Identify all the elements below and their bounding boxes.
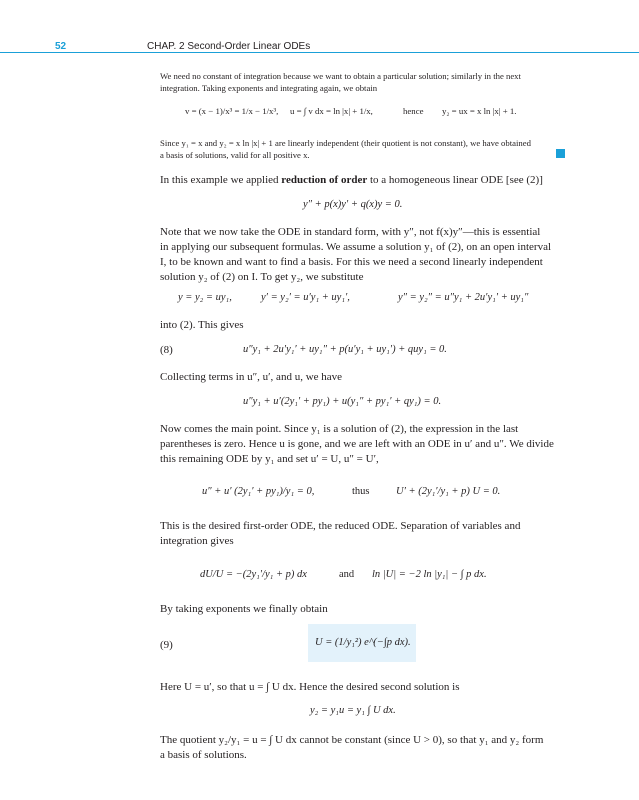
example-para-line: Since y₁ = x and y₂ = x ln |x| + 1 are linearly independent (their quotient is not constant), we have obtained: [160, 138, 531, 148]
equation-collected: u″y₁ + u′(2y₁′ + py₁) + u(y₁″ + py₁′ + qy₁) = 0.: [243, 396, 442, 407]
example-para-line: a basis of solutions, valid for all positive x.: [160, 150, 310, 160]
equation-substitute-2: y′ = y₂′ = u′y₁ + uy₁′,: [261, 292, 350, 303]
equation-reduced-left: u″ + u′ (2y₁′ + py₁)/y₁ = 0,: [202, 486, 315, 497]
equation-separation-right: ln |U| = −2 ln |y₁| − ∫ p dx.: [372, 569, 487, 580]
equation-y2-final: y₂ = y₁u = y₁ ∫ U dx.: [310, 705, 396, 716]
main-point-line: parentheses is zero. Hence u is gone, and we are left with an ODE in u′ and u″. We divide: [160, 438, 554, 450]
header-rule: [0, 52, 639, 53]
equation-9-label: (9): [160, 639, 173, 651]
equation-u: u = ∫ v dx = ln |x| + 1/x,: [290, 106, 373, 116]
note-line: Note that we now take the ODE in standard form, with y″, not f(x)y″—this is essential: [160, 226, 541, 238]
equation-hence: hence: [403, 106, 424, 116]
end-square-icon: [556, 149, 565, 158]
into-text: into (2). This gives: [160, 319, 244, 331]
here-text: Here U = u′, so that u = ∫ U dx. Hence the desired second solution is: [160, 681, 460, 693]
equation-and: and: [339, 569, 355, 580]
quotient-line: The quotient y₂/y₁ = u = ∫ U dx cannot be constant (since U > 0), so that y₁ and y₂ form: [160, 734, 544, 746]
note-line: solution y₂ of (2) on I. To get y₂, we substitute: [160, 271, 364, 283]
equation-ode: y″ + p(x)y′ + q(x)y = 0.: [303, 199, 403, 210]
equation-thus: thus: [352, 486, 370, 497]
desired-line: integration gives: [160, 535, 234, 547]
desired-line: This is the desired first-order ODE, the reduced ODE. Separation of variables and: [160, 520, 521, 532]
equation-reduced-right: U′ + (2y₁′/y₁ + p) U = 0.: [396, 486, 501, 497]
equation-9: U = (1/y₁²) e^(−∫p dx).: [315, 637, 411, 648]
example-para-line: integration. Taking exponents and integrating again, we obtain: [160, 83, 378, 93]
equation-y2-example: y₂ = ux = x ln |x| + 1.: [442, 106, 517, 116]
note-line: in applying our subsequent formulas. We assume a solution y₁ of (2), on an open interval: [160, 241, 552, 253]
quotient-line: a basis of solutions.: [160, 749, 247, 761]
main-point-line: Now comes the main point. Since y₁ is a solution of (2), the expression in the last: [160, 423, 519, 435]
equation-8: u″y₁ + 2u′y₁′ + uy₁″ + p(u′y₁ + uy₁′) + quy₁ = 0.: [243, 344, 447, 355]
collect-text: Collecting terms in u″, u′, and u, we have: [160, 371, 343, 383]
main-point-line: this remaining ODE by y₁ and set u′ = U, u″ = U′,: [160, 453, 379, 465]
page-number: 52: [55, 41, 67, 52]
chapter-title: CHAP. 2 Second-Order Linear ODEs: [147, 41, 311, 52]
intro-paragraph: In this example we applied reduction of order to a homogeneous linear ODE [see (2)]: [160, 174, 543, 186]
exponents-text: By taking exponents we finally obtain: [160, 603, 328, 615]
equation-substitute-3: y″ = y₂″ = u″y₁ + 2u′y₁′ + uy₁″: [398, 292, 529, 303]
equation-8-label: (8): [160, 344, 173, 356]
equation-substitute-1: y = y₂ = uy₁,: [178, 292, 232, 303]
equation-v: v = (x − 1)/x³ = 1/x − 1/x³,: [185, 106, 279, 116]
note-line: I, to be known and want to find a basis. For this we need a second linearly independent: [160, 256, 543, 268]
example-para-line: We need no constant of integration because we want to obtain a particular solution; similarly in the next: [160, 71, 521, 81]
equation-separation-left: dU/U = −(2y₁′/y₁ + p) dx: [200, 569, 307, 580]
